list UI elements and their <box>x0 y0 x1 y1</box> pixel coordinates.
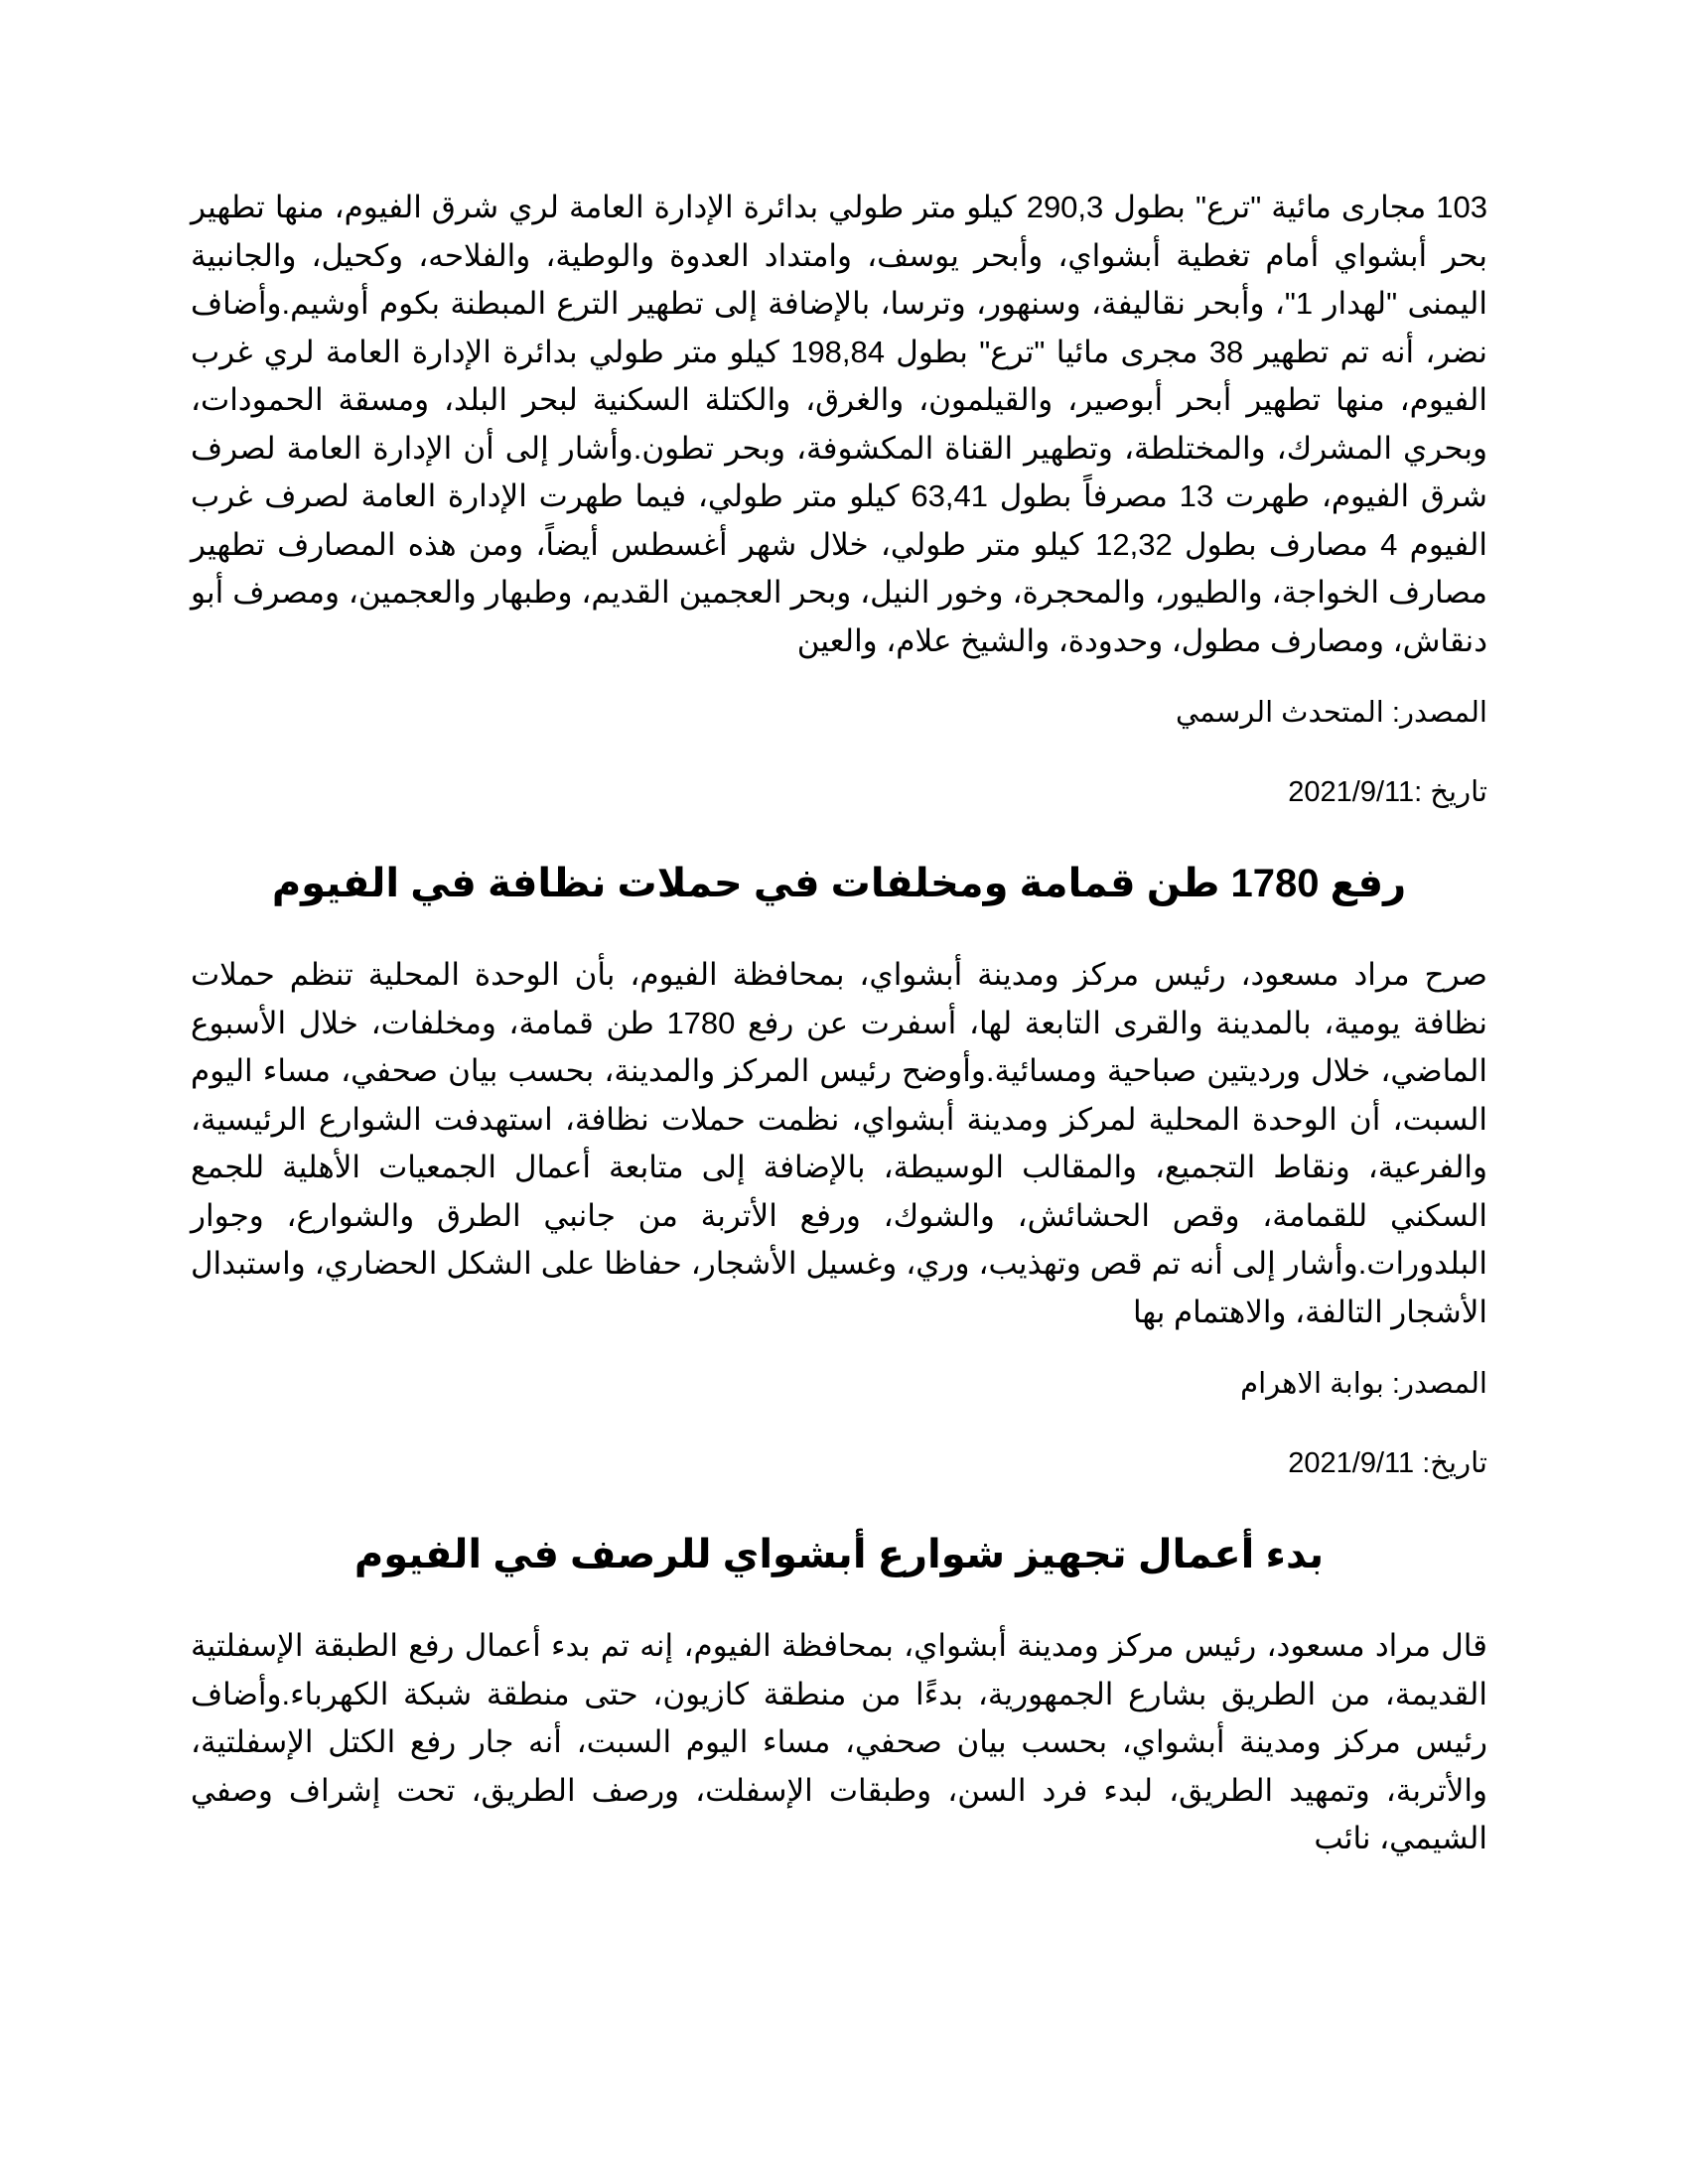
article-2-title: رفع 1780 طن قمامة ومخلفات في حملات نظافة في الفيوم <box>271 862 1407 905</box>
article-2-date: تاريخ: 2021/9/11 <box>1288 1447 1487 1479</box>
article-1-date: تاريخ :2021/9/11 <box>1288 776 1487 808</box>
article-2-source: المصدر: بوابة الاهرام <box>1240 1368 1487 1400</box>
article-1-body: 103 مجارى مائية "ترع" بطول 290,3 كيلو متر طولي بدائرة الإدارة العامة لري شرق الفيوم، منها تطهير بحر أبشواي أمام تغطية أبشواي، وأبحر يوسف، وامتداد العدوة والوطية، والفلاحه، وكحيل، والجانبية اليمنى "لهدار 1"، وأبحر نقاليفة، وسنهور، وترسا، بالإضافة إلى تطهير الترع المبطنة بكوم أوشيم.وأضاف نضر، أنه تم تطهير 38 مجرى مائيا "ترع" بطول 198,84 كيلو متر طولي بدائرة الإدارة العامة لري غرب الفيوم، منها تطهير أبحر أبوصير، والقيلمون، والغرق، والكتلة السكنية لبحر البلد، ومسقة الحمودات، وبحري المشرك، والمختلطة، وتطهير القناة المكشوفة، وبحر تطون.وأشار إلى أن الإدارة العامة لصرف شرق الفيوم، طهرت 13 مصرفاً بطول 63,41 كيلو متر طولي، فيما طهرت الإدارة العامة لصرف غرب الفيوم 4 مصارف بطول 12,32 كيلو متر طولي، خلال شهر أغسطس أيضاً، ومن هذه المصارف تطهير مصارف الخواجة، والطيور، والمحجرة، وخور النيل، وبحر العجمين القديم، وطبهار والعجمين، ومصرف أبو دنقاش، ومصارف مطول، وحدودة، والشيخ علام، والعين <box>191 190 1488 658</box>
article-2-body: صرح مراد مسعود، رئيس مركز ومدينة أبشواي، بمحافظة الفيوم، بأن الوحدة المحلية تنظم حملات نظافة يومية، بالمدينة والقرى التابعة لها، أسفرت عن رفع 1780 طن قمامة، ومخلفات، خلال الأسبوع الماضي، خلال ورديتين صباحية ومسائية.وأوضح رئيس المركز والمدينة، بحسب بيان صحفي، مساء اليوم السبت، أن الوحدة المحلية لمركز ومدينة أبشواي، نظمت حملات نظافة، استهدفت الشوارع الرئيسية، والفرعية، ونقاط التجميع، والمقالب الوسيطة، بالإضافة إلى متابعة أعمال الجمعيات الأهلية للجمع السكني للقمامة، وقص الحشائش، والشوك، ورفع الأتربة من جانبي الطرق والشوارع، وجوار البلدورات.وأشار إلى أنه تم قص وتهذيب، وري، وغسيل الأشجار، حفاظا على الشكل الحضاري، واستبدال الأشجار التالفة، والاهتمام بها <box>191 957 1488 1329</box>
article-1-source: المصدر: المتحدث الرسمي <box>1176 697 1487 729</box>
document-content <box>191 184 1487 1863</box>
article-3-title: بدء أعمال تجهيز شوارع أبشواي للرصف في الفيوم <box>353 1533 1325 1576</box>
article-3-body: قال مراد مسعود، رئيس مركز ومدينة أبشواي، بمحافظة الفيوم، إنه تم بدء أعمال رفع الطبقة الإسفلتية القديمة، من الطريق بشارع الجمهورية، بدءًا من منطقة كازيون، حتى منطقة شبكة الكهرباء.وأضاف رئيس مركز ومدينة أبشواي، بحسب بيان صحفي، مساء اليوم السبت، أنه جار رفع الكتل الإسفلتية، والأتربة، وتمهيد الطريق، لبدء فرد السن، وطبقات الإسفلت، ورصف الطريق، تحت إشراف وصفي الشيمي، نائب <box>191 1628 1487 1855</box>
